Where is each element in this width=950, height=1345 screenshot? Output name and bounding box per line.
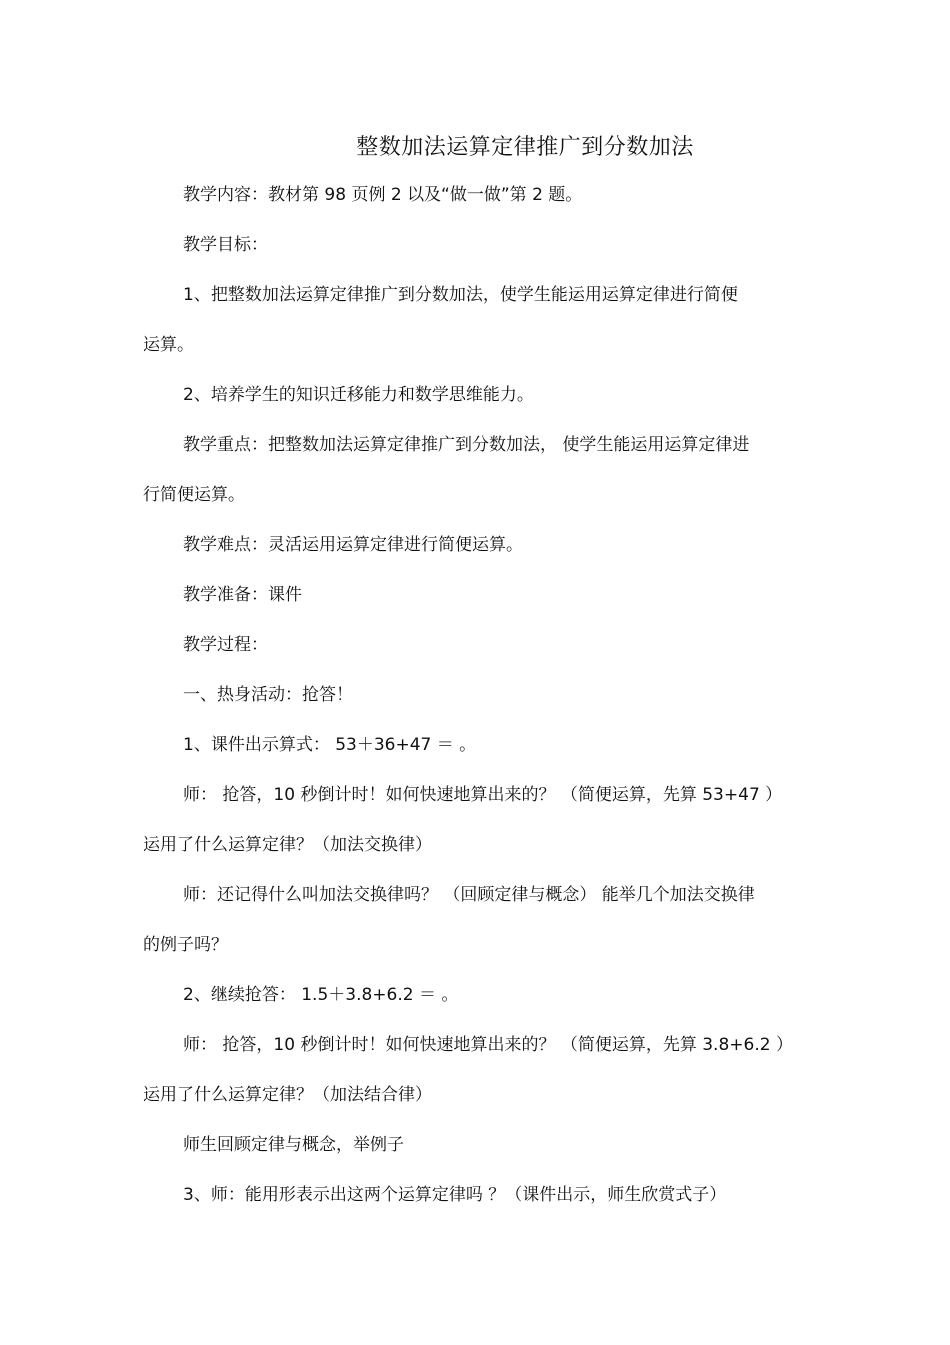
teacher-line-2-continuation: 的例子吗？ <box>143 935 228 955</box>
review-line: 师生回顾定律与概念，举例子 <box>183 1135 404 1155</box>
teaching-focus-line: 教学重点：把整数加法运算定律推广到分数加法， 使学生能运用运算定律进 <box>183 435 750 455</box>
teaching-content-line: 教学内容：教材第 98 页例 2 以及“做一做”第 2 题。 <box>183 185 583 205</box>
teaching-focus-continuation: 行简便运算。 <box>143 485 245 505</box>
teacher-line-1-continuation: 运用了什么运算定律？（加法交换律） <box>143 835 432 855</box>
teacher-line-2: 师：还记得什么叫加法交换律吗？ （回顾定律与概念） 能举几个加法交换律 <box>183 885 755 905</box>
goal-1-continuation: 运算。 <box>143 335 194 355</box>
teacher-line-3-continuation: 运用了什么运算定律？（加法结合律） <box>143 1085 432 1105</box>
goal-2-line: 2、培养学生的知识迁移能力和数学思维能力。 <box>183 385 534 405</box>
teaching-difficulty-line: 教学难点：灵活运用运算定律进行简便运算。 <box>183 535 523 555</box>
section-1-heading: 一、热身活动：抢答！ <box>183 685 353 705</box>
teaching-process-heading: 教学过程： <box>183 635 268 655</box>
exercise-3-line: 3、师：能用形表示出这两个运算定律吗 ？（课件出示，师生欣赏式子） <box>183 1185 727 1205</box>
teaching-preparation-line: 教学准备：课件 <box>183 585 302 605</box>
document-title: 整数加法运算定律推广到分数加法 <box>356 135 694 160</box>
teacher-line-3: 师： 抢答，10 秒倒计时！如何快速地算出来的？ （简便运算，先算 3.8+6.2 ） <box>183 1035 793 1055</box>
teaching-goals-heading: 教学目标： <box>183 235 268 255</box>
exercise-2-line: 2、继续抢答： 1.5＋3.8+6.2 ＝ 。 <box>183 985 459 1005</box>
teacher-line-1: 师： 抢答，10 秒倒计时！如何快速地算出来的？ （简便运算，先算 53+47 ） <box>183 785 783 805</box>
goal-1-line: 1、把整数加法运算定律推广到分数加法，使学生能运用运算定律进行简便 <box>183 285 738 305</box>
exercise-1-line: 1、课件出示算式： 53＋36+47 ＝ 。 <box>183 735 477 755</box>
